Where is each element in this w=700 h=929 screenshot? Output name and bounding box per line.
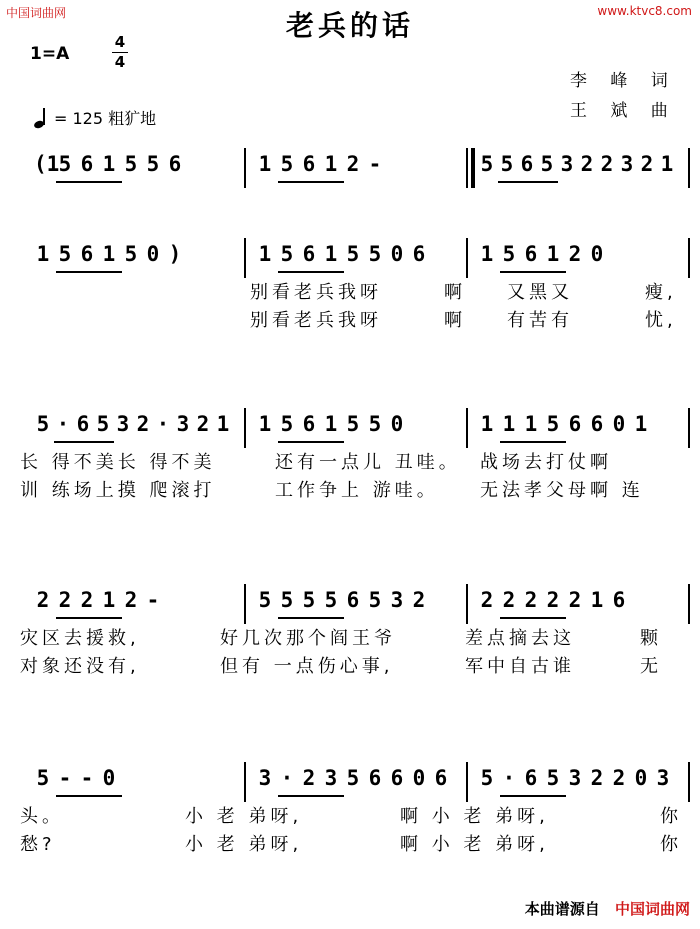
lyric-phrase: 你 [660,834,682,855]
composer-credit: 王 斌 曲 [570,101,677,121]
note: 2 [590,766,604,790]
note: 6 [434,766,448,790]
note: 5 [96,412,110,436]
note: 1 [634,412,648,436]
note: 5 [540,152,554,176]
note: 2 [546,588,560,612]
staff-system [20,148,688,186]
note: - [146,588,160,612]
note: 3 [258,766,272,790]
note: 1 [258,412,272,436]
lyric-phrase: 还有一点儿 丑哇。 [275,452,461,473]
watermark-right: www.ktvc8.com [597,4,692,18]
footer-site: 中国词曲网 [614,900,690,918]
note: 1 [480,242,494,266]
note: 1 [102,588,116,612]
lyric-phrase: 长 得不美长 得不美 [20,452,216,473]
note: 5 [546,412,560,436]
notes-row [20,148,688,186]
lyricist-credit: 李 峰 词 [570,71,677,91]
note: 6 [524,766,538,790]
measure [474,238,684,276]
measure [30,584,240,622]
note: 2 [480,588,494,612]
note: 1 [258,242,272,266]
note: 3 [560,152,574,176]
note: 3 [568,766,582,790]
lyric-line-1 [20,446,688,474]
beam-underline [500,795,566,797]
measure [252,238,462,276]
note: 5 [368,412,382,436]
beam-underline [54,441,114,443]
note: 2 [568,242,582,266]
measure [252,148,462,186]
beam-underline [500,441,566,443]
lyric-phrase: 小 老 弟呀, [185,806,303,827]
note: 5 [346,242,360,266]
note: 2 [600,152,614,176]
note: 1 [324,152,338,176]
song-title: 老兵的话 [285,9,414,42]
beam-underline [278,441,344,443]
note: 6 [80,152,94,176]
lyric-phrase: 小 老 弟呀, [185,834,303,855]
footer [525,898,690,919]
measure [474,762,684,800]
measure [30,148,240,186]
lyric-phrase: 啊 [444,310,466,331]
note: 6 [80,242,94,266]
note: 5 [36,766,50,790]
note: 5 [502,242,516,266]
note: 5 [124,152,138,176]
notes-row [20,238,688,276]
barline [466,408,468,448]
note: 2 [568,588,582,612]
note: 5 [124,242,138,266]
meter-bottom: 4 [114,53,126,71]
note: 5 [280,412,294,436]
lyric-line-2 [20,474,688,502]
watermark-left: 中国词曲网 [6,6,67,20]
lyric-phrase: 别看老兵我呀 [250,282,382,303]
note: 1 [102,242,116,266]
meter-top: 4 [114,33,126,51]
measure [474,408,684,446]
note: 6 [612,588,626,612]
note: 3 [620,152,634,176]
note: 0 [146,242,160,266]
note: 5 [280,242,294,266]
lyric-line-2 [20,650,688,678]
note: 5 [302,588,316,612]
beam-underline [498,181,558,183]
lyric-phrase: 啊 小 老 弟呀, [400,834,549,855]
barline [244,584,246,624]
note: 6 [76,412,90,436]
measure [30,762,240,800]
quarter-note-icon [34,108,46,128]
barline [244,408,246,448]
note: - [58,766,72,790]
note: 5 [36,412,50,436]
barline [244,762,246,802]
tempo-marking [34,106,156,129]
lyric-phrase: 啊 小 老 弟呀, [400,806,549,827]
beam-underline [56,795,122,797]
barline [688,584,690,624]
note: 2 [302,766,316,790]
note: 2 [346,152,360,176]
note: 2 [196,412,210,436]
note: 6 [524,242,538,266]
note: 5 [500,152,514,176]
notes-row [20,408,688,446]
note: · [280,766,294,790]
note: 5 [258,588,272,612]
note: 1 [102,152,116,176]
beam-underline [56,271,122,273]
lyric-phrase: 无法孝父母啊 连 [480,480,644,501]
note: 2 [412,588,426,612]
lyric-phrase: 又黑又 [507,282,573,303]
note: 5 [146,152,160,176]
lyric-phrase: 训 练场上摸 爬滚打 [20,480,216,501]
note: 6 [302,242,316,266]
note: 6 [412,242,426,266]
note: 1 [546,242,560,266]
beam-underline [500,617,566,619]
lyric-phrase: 战场去打仗啊 [480,452,612,473]
lyric-line-1 [20,800,688,828]
note: 3 [656,766,670,790]
note: (1 [34,152,60,176]
lyric-phrase: 忧, [645,310,677,331]
beam-underline [278,795,344,797]
lyric-phrase: 无 [640,656,662,677]
lyric-phrase: 但有 一点伤心事, [220,656,394,677]
note: 5 [280,152,294,176]
note: 3 [116,412,130,436]
lyric-phrase: 差点摘去这 [465,628,575,649]
barline [244,238,246,278]
lyric-phrase: 对象还没有, [20,656,140,677]
note: 6 [590,412,604,436]
barline [466,762,468,802]
barline [688,148,690,188]
notes-row [20,762,688,800]
note: 3 [390,588,404,612]
barline [244,148,246,188]
note: 0 [590,242,604,266]
measure [30,238,240,276]
footer-source: 本曲谱源自 [524,900,600,918]
note: · [56,412,70,436]
note: - [80,766,94,790]
barline [466,238,468,278]
note: 6 [520,152,534,176]
lyric-phrase: 别看老兵我呀 [250,310,382,331]
note: 2 [136,412,150,436]
note: 6 [302,412,316,436]
lyric-phrase: 你 [660,806,682,827]
note: 5 [346,412,360,436]
measure [474,584,684,622]
beam-underline [278,181,344,183]
beam-underline [56,181,122,183]
lyric-phrase: 瘦, [645,282,677,303]
note: 0 [390,412,404,436]
note: 6 [368,766,382,790]
lyric-phrase: 好几次那个阎王爷 [220,628,396,649]
note: 5 [324,588,338,612]
beam-underline [278,271,344,273]
lyric-line-2 [20,304,688,332]
lyric-phrase: 军中自古谁 [465,656,575,677]
note: 5 [368,588,382,612]
barline [466,584,468,624]
note: 1 [502,412,516,436]
lyric-phrase: 有苦有 [507,310,573,331]
measure [252,584,462,622]
lyric-line-1 [20,276,688,304]
notes-row [20,584,688,622]
barline [688,762,690,802]
note: 5 [58,152,72,176]
note: 2 [524,588,538,612]
note: 6 [568,412,582,436]
note: 5 [346,766,360,790]
note: 0 [412,766,426,790]
note: 1 [524,412,538,436]
note: 2 [36,588,50,612]
note: 5 [480,766,494,790]
measure [474,148,684,186]
staff-system [20,408,688,502]
staff-system [20,584,688,678]
note: 2 [612,766,626,790]
note: 2 [640,152,654,176]
note: 6 [346,588,360,612]
note: 5 [368,242,382,266]
lyric-phrase: 工作争上 游哇。 [275,480,439,501]
note: · [502,766,516,790]
note: · [156,412,170,436]
measure [30,408,240,446]
note: 5 [280,588,294,612]
note: 1 [590,588,604,612]
beam-underline [56,617,122,619]
beam-underline [500,271,566,273]
note: 1 [480,412,494,436]
lyric-phrase: 啊 [444,282,466,303]
note: 5 [58,242,72,266]
note: 2 [502,588,516,612]
note: 6 [302,152,316,176]
lyric-phrase: 颗 [640,628,662,649]
barline [688,408,690,448]
note: 5 [480,152,494,176]
lyric-phrase: 头。 [20,806,64,827]
note: 6 [168,152,182,176]
lyric-phrase: 灾区去援救, [20,628,140,649]
lyric-line-1 [20,622,688,650]
note: 1 [324,412,338,436]
lyric-phrase: 愁? [20,834,56,855]
note: 0 [612,412,626,436]
note: 2 [80,588,94,612]
note: 1 [258,152,272,176]
time-signature [112,34,128,71]
note: 0 [390,242,404,266]
note: 1 [324,242,338,266]
key-signature: 1=A [30,44,70,64]
note: ) [168,242,182,266]
barline [688,238,690,278]
note: 5 [546,766,560,790]
note: - [368,152,382,176]
note: 0 [102,766,116,790]
note: 3 [176,412,190,436]
note: 1 [36,242,50,266]
note: 1 [216,412,230,436]
note: 2 [580,152,594,176]
lyric-line-2 [20,828,688,856]
staff-system [20,762,688,856]
note: 3 [324,766,338,790]
measure [252,762,462,800]
note: 6 [390,766,404,790]
note: 2 [124,588,138,612]
tempo-text: = 125 粗犷地 [54,109,157,128]
note: 0 [634,766,648,790]
note: 1 [660,152,674,176]
note: 2 [58,588,72,612]
beam-underline [278,617,344,619]
measure [252,408,462,446]
staff-system [20,238,688,332]
